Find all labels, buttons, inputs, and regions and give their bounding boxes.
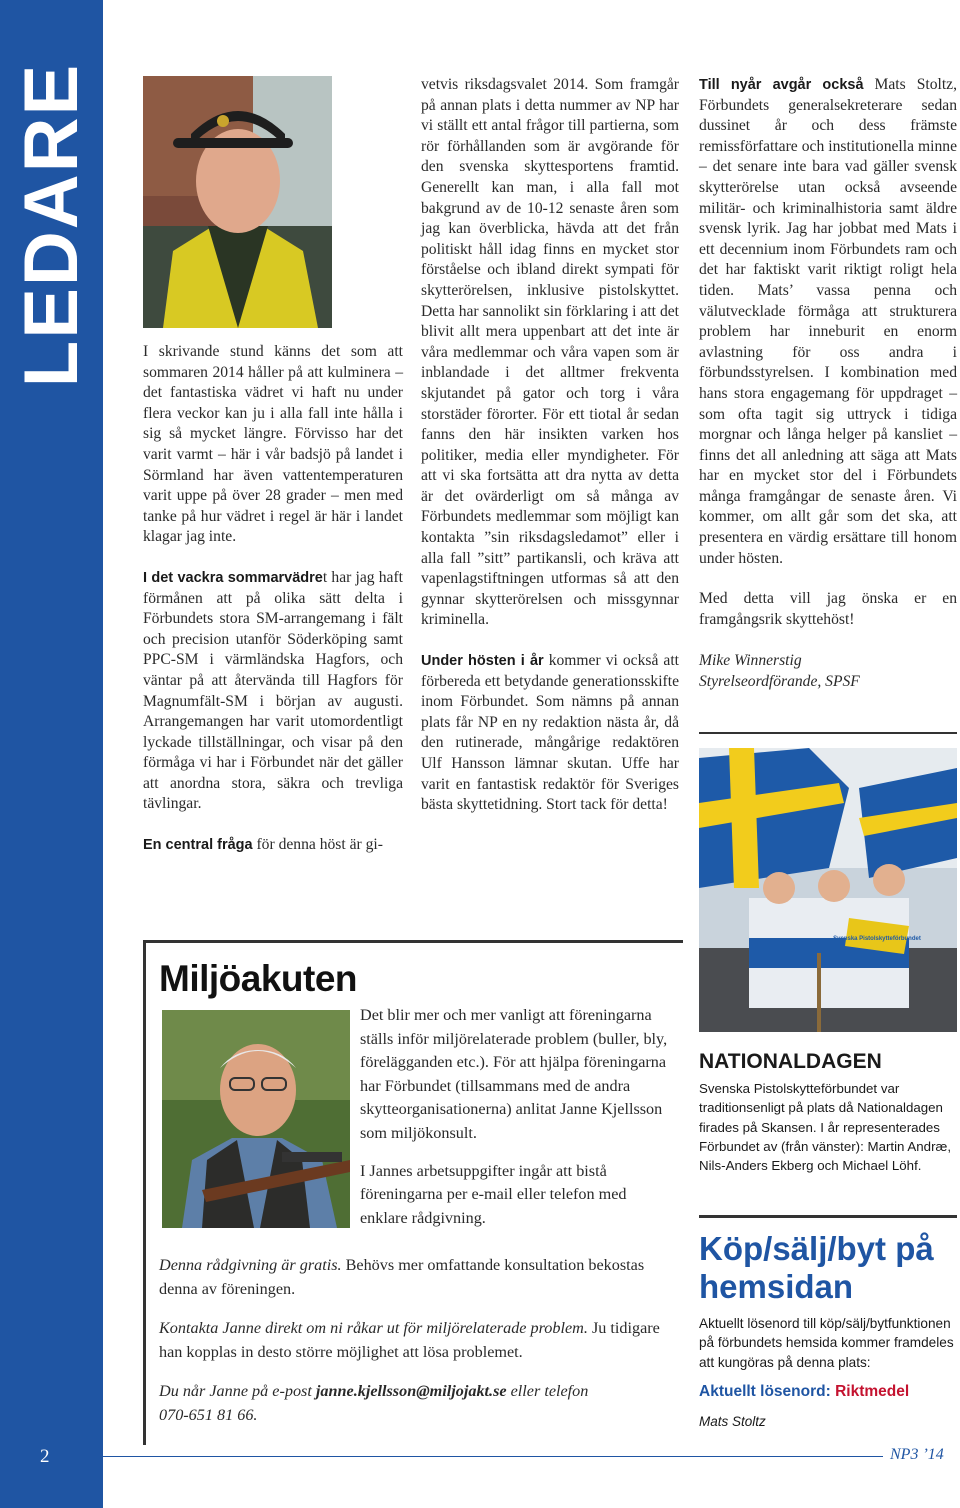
- paragraph: Det blir mer och mer vanligt att föreningarna ställs inför miljörelaterade problem (buller, bly, förelägganden etc.). För att hjälpa föreningarna har Förbundet (tillsammans med de andra skytteorganisationerna) anlitat Janne Kjellsson som miljökonsult.: [360, 1006, 668, 1142]
- paragraph: [143, 835, 403, 856]
- paragraph: [159, 1254, 679, 1301]
- paragraph: [421, 651, 679, 816]
- paragraph: [143, 568, 403, 815]
- paragraph: [159, 1317, 679, 1364]
- phone-number: 070-651 81 66.: [159, 1405, 258, 1424]
- miljoakuten-text-bottom: [159, 1254, 679, 1428]
- nationaldagen-photo: [699, 748, 957, 1032]
- kop-author: Mats Stoltz: [699, 1414, 766, 1429]
- paragraph: [159, 1380, 679, 1427]
- kop-salj-text: Aktuellt lösenord till köp/sälj/bytfunktionen på förbundets hemsida kommer framdeles att kungöras på denna plats:: [699, 1316, 954, 1370]
- contact-mid: eller telefon: [506, 1382, 589, 1401]
- paragraph-text: t har jag haft förmånen att på olika sätt delta i Förbundets stora SM-arrangemang i fält och precision utanför Söderköping samt PPC-SM i värmländska Hagfors, och väntar på att återvända till Hagfors för Magnumfält-SM i början av augusti. Arrangemangen har varit utomordentligt lyckade tillställningar, och visar på den förmåga vi har i Förbundet när det gäller att anordna stora, säkra och trevliga tävlingar.: [143, 568, 404, 813]
- paragraph: Med detta vill jag önska er en framgångsrik skyttehöst!: [699, 590, 957, 628]
- miljoakuten-title: Miljöakuten: [159, 958, 358, 999]
- password-line: [699, 1383, 909, 1401]
- password-label: Aktuellt lösenord:: [699, 1383, 836, 1400]
- signature-title: Styrelseordförande, SPSF: [699, 673, 860, 691]
- paragraph-text: för denna höst är gi-: [252, 836, 383, 854]
- signature-name: Mike Winnerstig: [699, 652, 802, 670]
- editorial-column-3: [699, 75, 957, 692]
- nationaldagen-title: NATIONALDAGEN: [699, 1050, 882, 1073]
- lead-in: I det vackra sommarvädre: [143, 569, 323, 586]
- divider: [699, 1215, 957, 1218]
- nationaldagen-text: Svenska Pistolskytteförbundet var traditionsenligt på plats då Nationaldagen firades på Skansen. I år representerades Förbundet av (från vänster): Martin Andræ, Nils-Anders Ekberg och Michael Löhf.: [699, 1081, 952, 1174]
- footer-rule: [103, 1456, 883, 1457]
- paragraph-text: kommer vi också att förbereda ett betydande generationsskifte inom Förbundet. Som nämns på annan plats får NP en ny redaktion nästa år, då den rutinerade, mångårige redaktören Ulf Hansson lämnar skutan. Uffe har varit en fantastisk redaktör för Sveriges bästa skyttetidning. Stort tack för detta!: [421, 652, 680, 814]
- lead-in: En central fråga: [143, 837, 253, 854]
- password-value: Riktmedel: [835, 1383, 910, 1400]
- signature: [699, 650, 957, 692]
- author-photo: [143, 76, 332, 328]
- lead-in: Under hösten i år: [421, 653, 544, 670]
- paragraph-text: Ju tidigare han kopplas in desto större möjlighet att lösa problemet.: [159, 1319, 660, 1361]
- issue-label: NP3 ’14: [890, 1446, 944, 1463]
- kop-salj-title: Köp/sälj/byt på hemsidan: [699, 1230, 934, 1305]
- paragraph: I Jannes arbetsuppgifter ingår att bistå föreningarna per e-mail eller telefon med enklare rådgivning.: [360, 1161, 627, 1227]
- emphasis: Kontakta Janne direkt om ni råkar ut för miljörelaterade problem.: [159, 1319, 588, 1338]
- editorial-column-2: [421, 75, 679, 816]
- miljoakuten-box: [143, 940, 683, 1445]
- email-link[interactable]: janne.kjellsson@miljojakt.se: [315, 1382, 507, 1401]
- paragraph: [699, 75, 957, 569]
- contact-prefix: Du når Janne på e-post: [159, 1382, 316, 1401]
- consultant-photo: [162, 1010, 350, 1228]
- paragraph: vetvis riksdagsvalet 2014. Som framgår på annan plats i detta nummer av NP har vi ställt ett antal frågor till partierna, som rör förhållanden som är avgörande för den svenska skyttesportens framtid. Generellt kan man, i alla fall mot bakgrund av de 10-12 senaste åren som jag kan överblicka, hävda att det från politiskt håll idag finns en mycket stor förståelse och ibland direkt sympati för skytterörelsen, inklusive pistolskyttet. Detta har sannolikt sin förklaring i att det blivit allt mera uppenbart att det inte är våra medlemmar och våra vapen som är inblandade i det alltmer frekventa skjutandet på gator och torg i våra storstäder förorter. För ett tiotal år sedan fanns den här insikten varken hos politiker, media eller myndigheter. För att vi ska fortsätta att dra nytta av detta är det ovärderligt om så många av Förbundets medlemmar som möjligt kan kontakta ”sin riksdagsledamot” eller i alla fall ”sitt” partikansli, och kräva att vapenlagstiftningen utformas så att den gynnar skytterörelsen och missgynnar kriminella.: [421, 76, 679, 629]
- box-left-rule: [143, 940, 146, 1445]
- editorial-column-1: [143, 342, 403, 856]
- emphasis: Denna rådgivning är gratis.: [159, 1256, 342, 1274]
- banner-text: Svenska Pistolskytteförbundet: [833, 936, 921, 942]
- paragraph-text: Behövs mer omfattande konsultation bekostas denna av föreningen.: [159, 1256, 645, 1298]
- sidebar: [0, 0, 103, 1508]
- divider: [699, 732, 957, 734]
- box-top-rule: [143, 940, 683, 943]
- section-title: LEDARE: [9, 62, 94, 388]
- lead-in: Till nyår avgår också: [699, 77, 864, 93]
- page-number: 2: [40, 1446, 50, 1467]
- miljoakuten-text-top: [360, 1004, 678, 1230]
- paragraph-text: Mats Stoltz, Förbundets generalsekreterare sedan dussinet år och dess främste remissförfattare och institutionella minne – det senare inte bara vad gäller svensk skytterörelse utan också avseende militär- och kriminalhistoria samt äldre svensk lyrik. Jag har jobbat med Mats i ett decennium inom Förbundets ram och det har faktiskt varit riktigt roligt hela tiden. Mats’ vassa penna och välutvecklade förmåga att strukturera problem har inneburit en enorm avlastning för oss andra i förbundsstyrelsen. I kombination med hans stora engagemang för uppdraget – som ofta tagit sig uttryck i tidiga morgnar och långa helger på kansliet – finns det all anledning att säga att Mats har en mycket stor del i Förbundets många framgångar de senaste åren. Vi kommer, om allt går som det ska, att presentera en värdig ersättare till honom under hösten.: [699, 76, 957, 567]
- paragraph: I skrivande stund känns det som att sommaren 2014 håller på att kulminera – det fantastiska vädret vi haft nu under flera veckor kan ju i alla fall inte hålla i sig så mycket längre. Förvisso har det varit varmt – här i vår badsjö på landet i Sörmland har även vattentemperaturen varit uppe på över 28 grader – men med tanke på hur vädret i regel är här i landet klagar jag inte.: [143, 343, 403, 546]
